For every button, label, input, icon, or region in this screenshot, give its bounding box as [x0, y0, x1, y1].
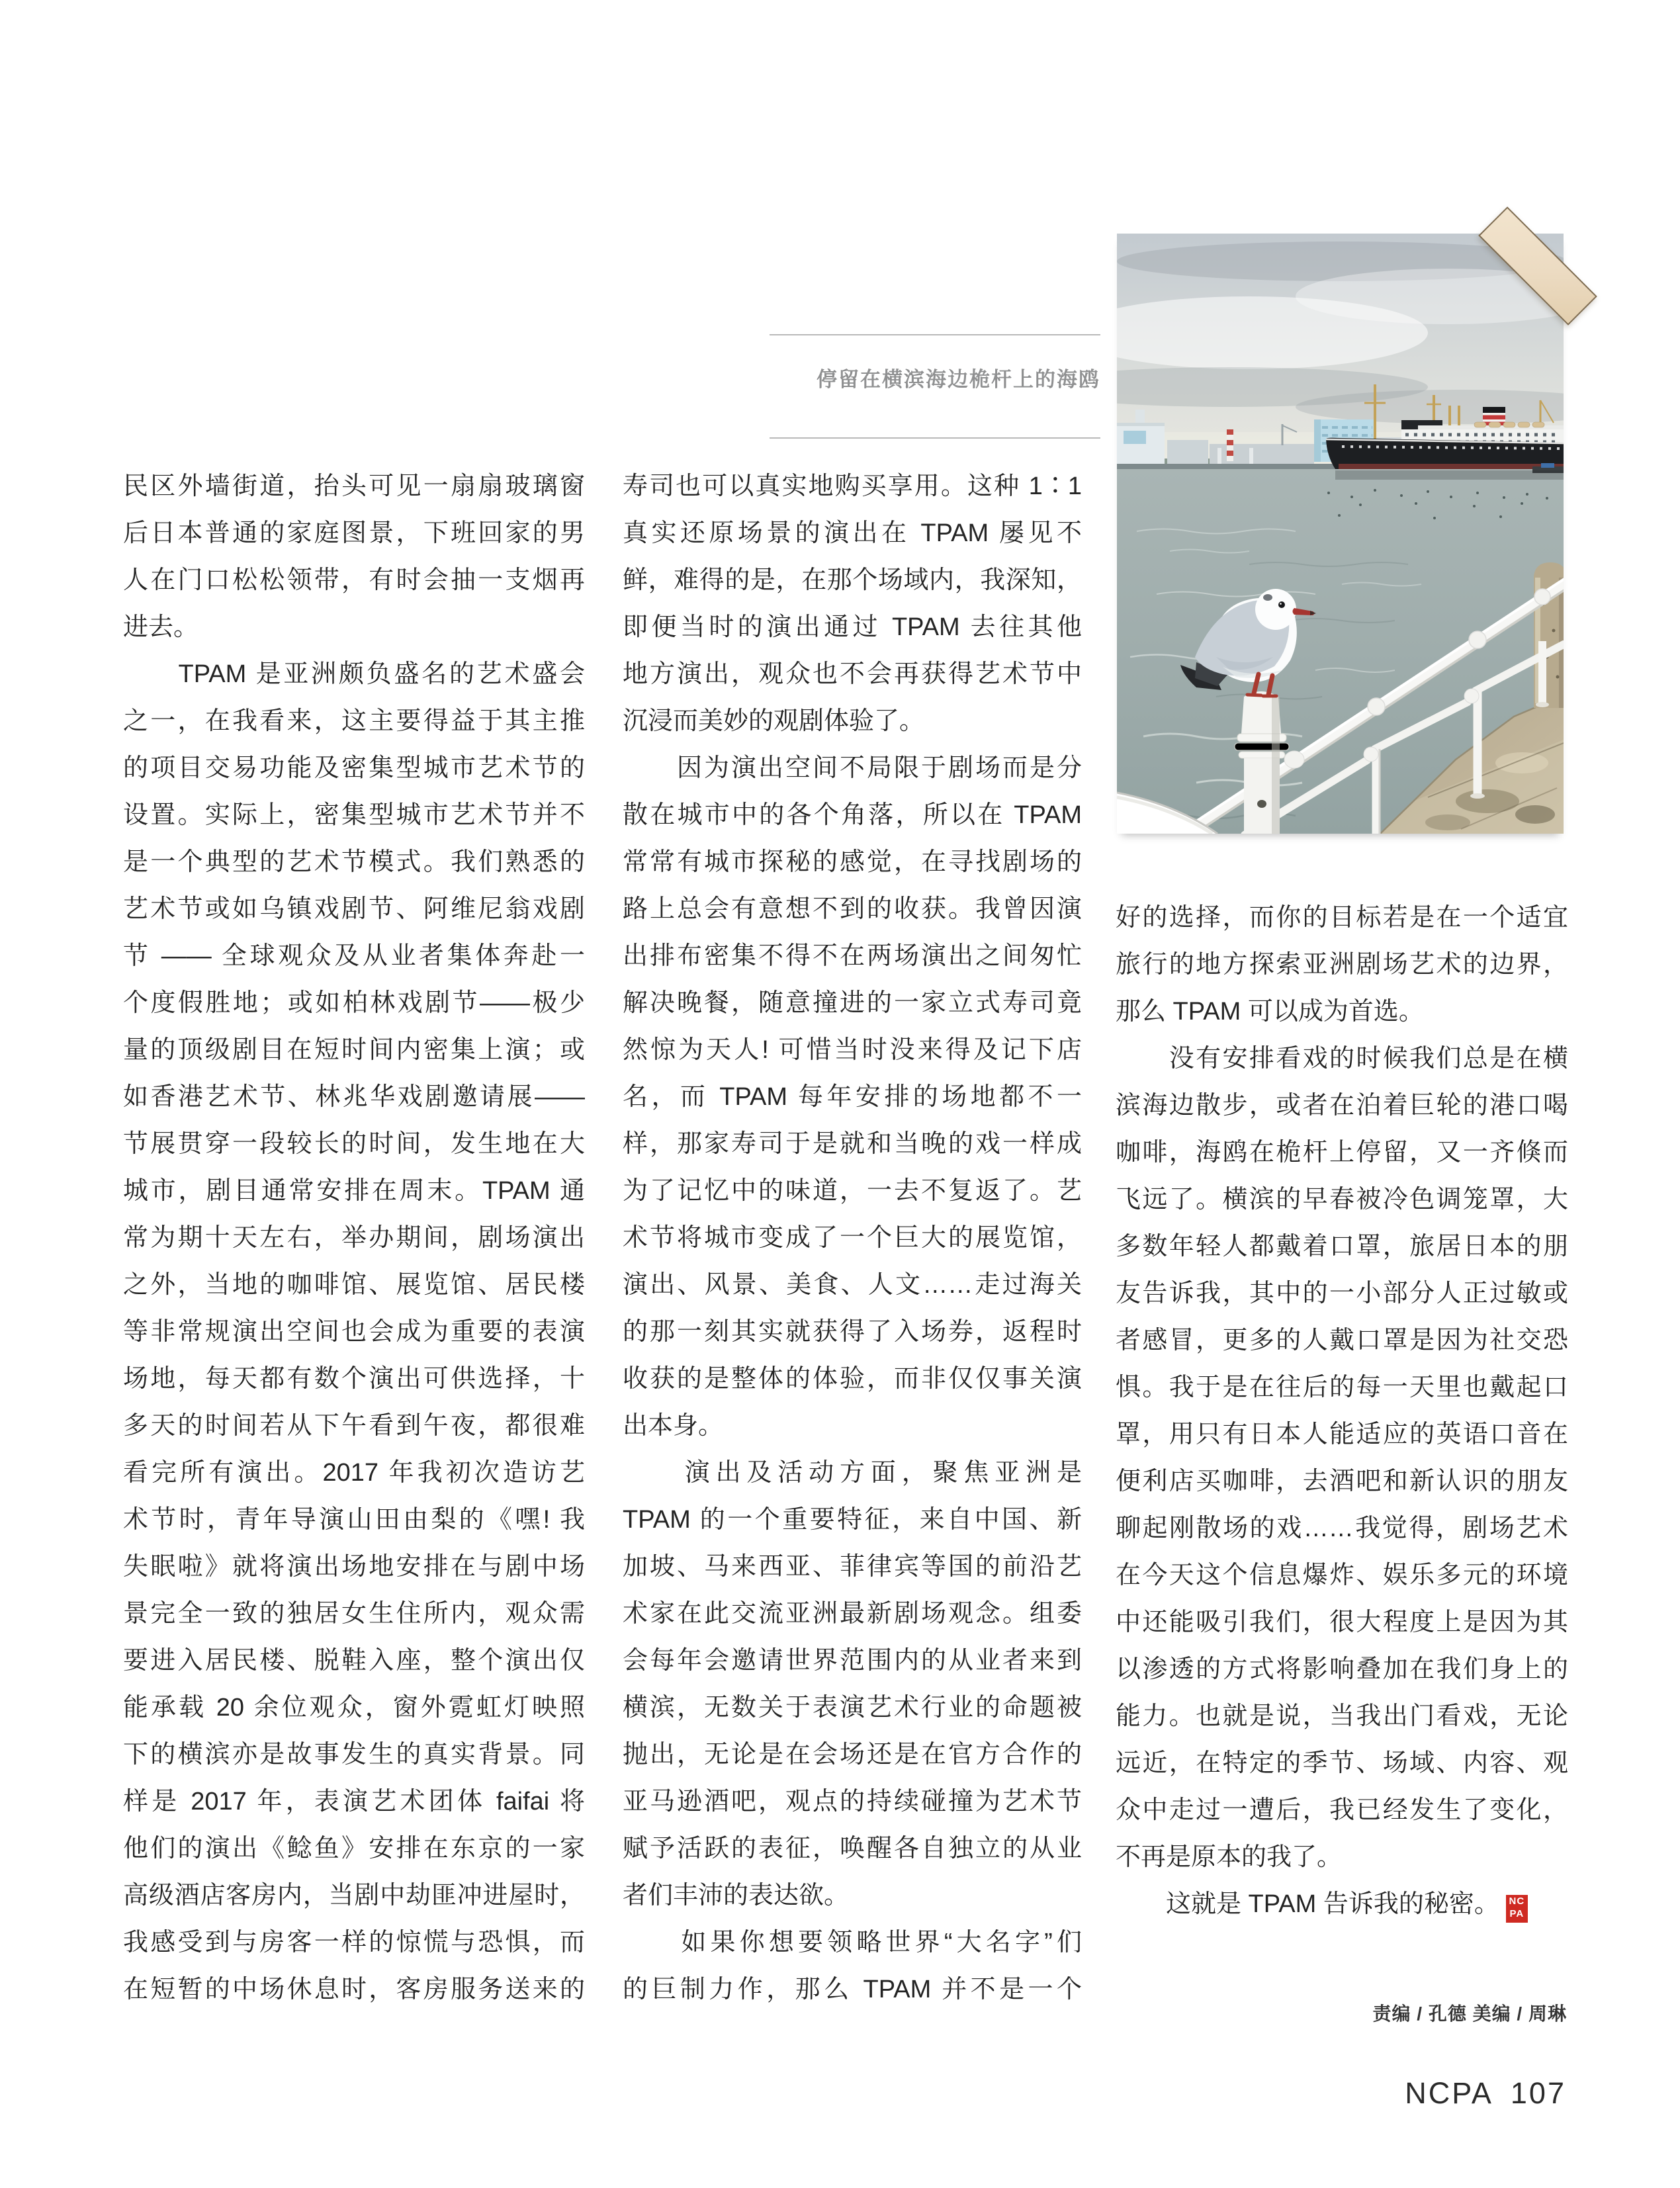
body-text-line: 亚马逊酒吧，观点的持续碰撞为艺术节 [623, 1788, 1082, 1816]
body-text-line: 是一个典型的艺术节模式。我们熟悉的 [123, 848, 585, 876]
body-text-line: 艺术节或如乌镇戏剧节、阿维尼翁戏剧 [123, 895, 585, 923]
body-text-line: 友告诉我，其中的一小部分人正过敏或 [1116, 1280, 1568, 1307]
harbor-photo-art [1117, 234, 1564, 834]
body-text-line: 如香港艺术节、林兆华戏剧邀请展—— [123, 1083, 585, 1111]
body-text-line: 要进入居民楼、脱鞋入座，整个演出仅 [123, 1647, 585, 1675]
body-text-line: 滨海边散步，或者在泊着巨轮的港口喝 [1116, 1092, 1568, 1119]
ncpa-seal-bottom: PA [1509, 1908, 1525, 1919]
body-text-line: 能力。也就是说，当我出门看戏，无论 [1116, 1702, 1568, 1730]
body-text-line: 聊起刚散场的戏……我觉得，剧场艺术 [1116, 1514, 1568, 1542]
ncpa-seal-top: NC [1509, 1896, 1525, 1907]
body-text-line: 以渗透的方式将影响叠加在我们身上的 [1116, 1655, 1568, 1683]
page-number-value: 107 [1510, 2076, 1566, 2110]
body-text-line: 真实还原场景的演出在 TPAM 屡见不 [623, 519, 1082, 547]
body-text-line: 惧。我于是在往后的每一天里也戴起口 [1116, 1374, 1568, 1401]
text-column-left [123, 463, 585, 2013]
body-text-line: 飞远了。横滨的早春被冷色调笼罩，大 [1116, 1186, 1568, 1213]
body-text-line: 术家在此交流亚洲最新剧场观念。组委 [623, 1600, 1082, 1628]
body-text-line: 节 —— 全球观众及从业者集体奔赴一 [123, 942, 585, 970]
body-text-line: 量的顶级剧目在短时间内密集上演；或 [123, 1036, 585, 1064]
body-text-line: 演出、风景、美食、人文……走过海关 [623, 1271, 1082, 1299]
body-text-line: 那么 TPAM 可以成为首选。 [1116, 998, 1424, 1026]
body-text-line: 后日本普通的家庭图景，下班回家的男 [123, 519, 585, 547]
body-text-line: 赋予活跃的表征，唤醒各自独立的从业 [623, 1835, 1082, 1862]
body-text-line: 术节时，青年导演山田由梨的《嘿! 我 [123, 1506, 585, 1534]
body-text-line: 沉浸而美妙的观剧体验了。 [623, 707, 925, 735]
ncpa-seal-icon [1506, 1895, 1528, 1923]
body-text-line: 进去。 [123, 613, 199, 641]
text-column-middle [623, 463, 1082, 2013]
body-text-line: 没有安排看戏的时候我们总是在横 [1116, 1045, 1568, 1072]
body-text-line: 为了记忆中的味道，一去不复返了。艺 [623, 1177, 1082, 1205]
body-text-line: 场地，每天都有数个演出可供选择，十 [123, 1365, 585, 1393]
body-text-line: 名，而 TPAM 每年安排的场地都不一 [623, 1083, 1082, 1111]
body-text-line: 失眠啦》就将演出场地安排在与剧中场 [123, 1553, 585, 1581]
body-text-line: 多天的时间若从下午看到午夜，都很难 [123, 1412, 585, 1440]
body-text-line: 民区外墙街道，抬头可见一扇扇玻璃窗 [123, 472, 585, 500]
body-text-line: TPAM 是亚洲颇负盛名的艺术盛会 [123, 660, 585, 688]
body-text-line: 寿司也可以真实地购买享用。这种 1∶1 [623, 472, 1082, 500]
body-text-line: 术节将城市变成了一个巨大的展览馆， [623, 1224, 1082, 1252]
body-text-line: TPAM 的一个重要特征，来自中国、新 [623, 1506, 1082, 1534]
page-number-label: NCPA [1405, 2076, 1493, 2110]
body-text-line: 散在城市中的各个角落，所以在 TPAM [623, 801, 1082, 829]
body-text-line: 等非常规演出空间也会成为重要的表演 [123, 1318, 585, 1346]
body-text-line: 之外，当地的咖啡馆、展览馆、居民楼 [123, 1271, 585, 1299]
caption-rule-bottom [770, 437, 1100, 439]
body-text-line: 的那一刻其实就获得了入场券，返程时 [623, 1318, 1082, 1346]
editor-credits: 责编 / 孔德 美编 / 周琳 [1372, 2003, 1567, 2024]
body-text-line: 他们的演出《鲶鱼》安排在东京的一家 [123, 1835, 585, 1862]
body-text-line: 旅行的地方探索亚洲剧场艺术的边界， [1116, 951, 1568, 979]
body-text-line: 者们丰沛的表达欲。 [623, 1882, 850, 1909]
body-text-line: 节展贯穿一段较长的时间，发生地在大 [123, 1130, 585, 1158]
body-text-line: 下的横滨亦是故事发生的真实背景。同 [123, 1741, 585, 1769]
page-number [1405, 2076, 1566, 2111]
body-text-line: 即便当时的演出通过 TPAM 去往其他 [623, 613, 1082, 641]
body-text-line: 者感冒，更多的人戴口罩是因为社交恐 [1116, 1327, 1568, 1354]
closing-line-text: 这就是 TPAM 告诉我的秘密。 [1116, 1890, 1499, 1918]
body-text-line: 便利店买咖啡，去酒吧和新认识的朋友 [1116, 1467, 1568, 1495]
body-text-line: 设置。实际上，密集型城市艺术节并不 [123, 801, 585, 829]
body-text-line: 出排布密集不得不在两场演出之间匆忙 [623, 942, 1082, 970]
body-text-line: 横滨，无数关于表演艺术行业的命题被 [623, 1694, 1082, 1722]
body-text-line: 地方演出，观众也不会再获得艺术节中 [623, 660, 1082, 688]
body-text-line: 咖啡，海鸥在桅杆上停留，又一齐倏而 [1116, 1139, 1568, 1166]
body-text-line: 高级酒店客房内，当剧中劫匪冲进屋时， [123, 1882, 585, 1909]
body-text-line: 加坡、马来西亚、菲律宾等国的前沿艺 [623, 1553, 1082, 1581]
body-text-line: 人在门口松松领带，有时会抽一支烟再 [123, 566, 585, 594]
body-text-line: 个度假胜地；或如柏林戏剧节——极少 [123, 989, 585, 1017]
body-text-line: 在今天这个信息爆炸、娱乐多元的环境 [1116, 1561, 1568, 1589]
body-text-line: 然惊为天人! 可惜当时没来得及记下店 [623, 1036, 1082, 1064]
body-text-line: 我感受到与房客一样的惊慌与恐惧，而 [123, 1929, 585, 1956]
text-column-right [1116, 895, 1568, 1881]
body-text-line: 解决晚餐，随意撞进的一家立式寿司竟 [623, 989, 1082, 1017]
body-text-line: 远近，在特定的季节、场域、内容、观 [1116, 1749, 1568, 1777]
body-text-line: 的巨制力作，那么 TPAM 并不是一个 [623, 1976, 1082, 2003]
body-text-line: 路上总会有意想不到的收获。我曾因演 [623, 895, 1082, 923]
body-text-line: 常常有城市探秘的感觉，在寻找剧场的 [623, 848, 1082, 876]
body-text-line: 鲜，难得的是，在那个场域内，我深知， [623, 566, 1082, 594]
body-text-line: 在短暂的中场休息时，客房服务送来的 [123, 1976, 585, 2003]
body-text-line: 抛出，无论是在会场还是在官方合作的 [623, 1741, 1082, 1769]
body-text-line: 如果你想要领略世界“大名字”们 [623, 1929, 1082, 1956]
body-text-line: 出本身。 [623, 1412, 724, 1440]
body-text-line: 能承载 20 余位观众，窗外霓虹灯映照 [123, 1694, 585, 1722]
harbor-photo [1117, 234, 1564, 834]
body-text-line: 中还能吸引我们，很大程度上是因为其 [1116, 1608, 1568, 1636]
body-text-line: 演出及活动方面，聚焦亚洲是 [623, 1459, 1082, 1487]
body-text-line: 常为期十天左右，举办期间，剧场演出 [123, 1224, 585, 1252]
photo-caption: 停留在横滨海边桅杆上的海鸥 [817, 368, 1100, 391]
caption-rule-top [770, 334, 1100, 335]
closing-line [1116, 1881, 1568, 1928]
body-text-line: 看完所有演出。2017 年我初次造访艺 [123, 1459, 585, 1487]
body-text-line: 好的选择，而你的目标若是在一个适宜 [1116, 904, 1568, 932]
body-text-line: 因为演出空间不局限于剧场而是分 [623, 754, 1082, 782]
body-text-line: 收获的是整体的体验，而非仅仅事关演 [623, 1365, 1082, 1393]
body-text-line: 样是 2017 年，表演艺术团体 faifai 将 [123, 1788, 585, 1816]
body-text-line: 罩，用只有日本人能适应的英语口音在 [1116, 1421, 1568, 1448]
body-text-line: 众中走过一遭后，我已经发生了变化， [1116, 1796, 1568, 1824]
body-text-line: 的项目交易功能及密集型城市艺术节的 [123, 754, 585, 782]
body-text-line: 景完全一致的独居女生住所内，观众需 [123, 1600, 585, 1628]
body-text-line: 会每年会邀请世界范围内的从业者来到 [623, 1647, 1082, 1675]
body-text-line: 不再是原本的我了。 [1116, 1843, 1343, 1871]
body-text-line: 样，那家寿司于是就和当晚的戏一样成 [623, 1130, 1082, 1158]
body-text-line: 多数年轻人都戴着口罩，旅居日本的朋 [1116, 1233, 1568, 1260]
body-text-line: 城市，剧目通常安排在周末。TPAM 通 [123, 1177, 585, 1205]
body-text-line: 之一，在我看来，这主要得益于其主推 [123, 707, 585, 735]
